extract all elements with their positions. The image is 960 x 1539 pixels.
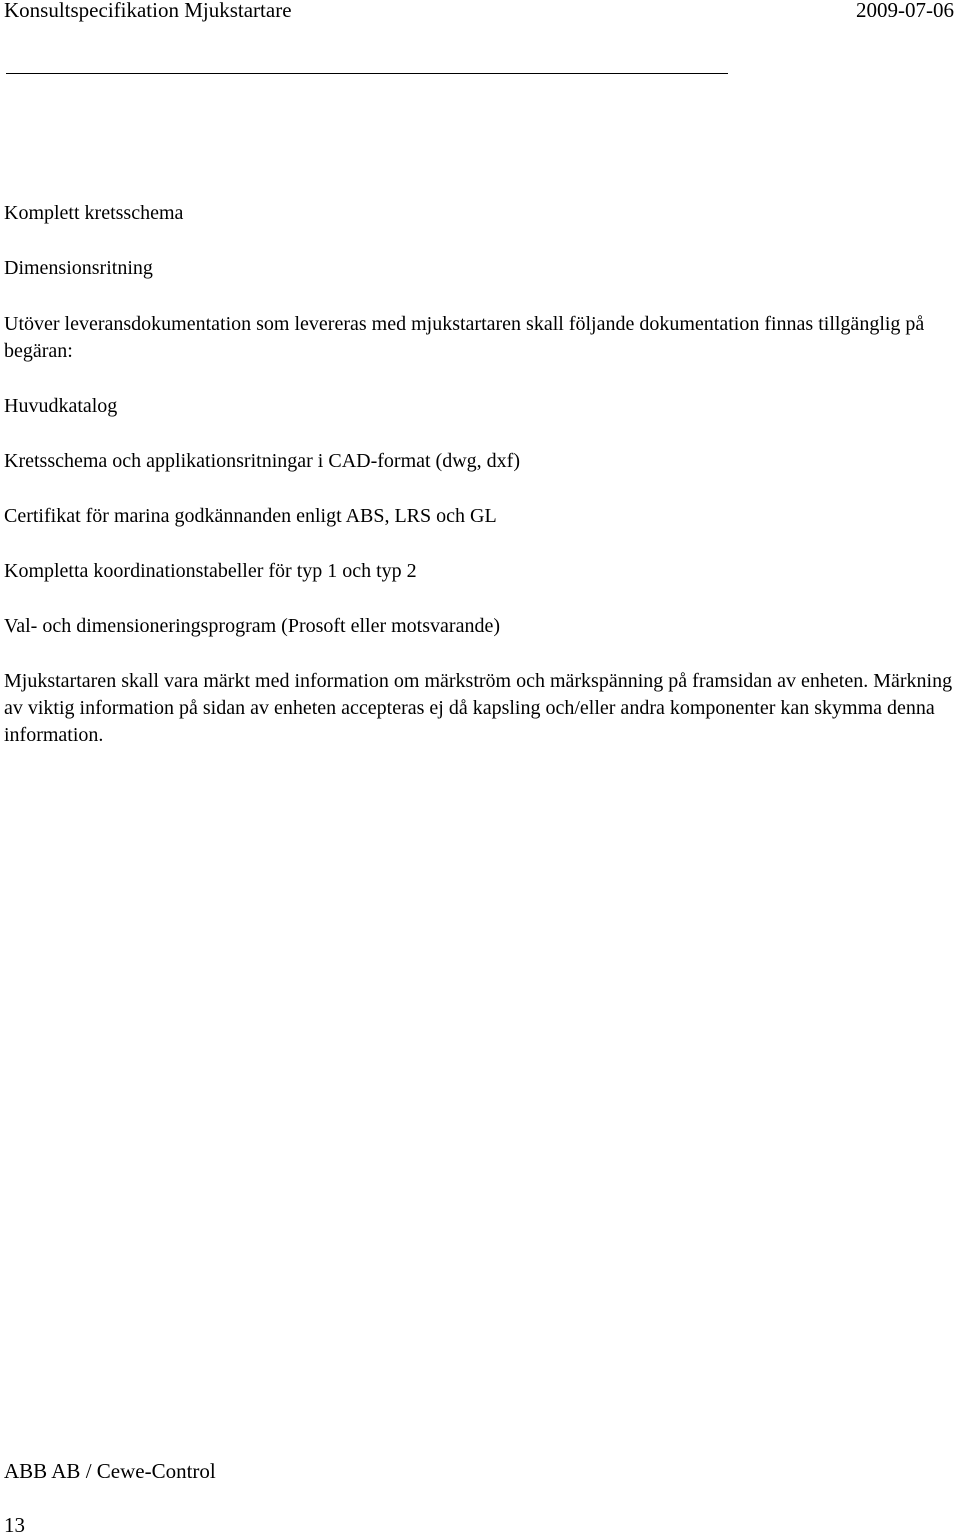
paragraph-dimensionsritning: Dimensionsritning <box>4 257 153 279</box>
paragraph-huvudkatalog: Huvudkatalog <box>4 395 118 417</box>
paragraph-komplett-kretsschema: Komplett kretsschema <box>4 202 184 224</box>
document-header-title: Konsultspecifikation Mjukstartare <box>4 0 292 22</box>
paragraph-marking-requirements: Mjukstartaren skall vara märkt med information om märkström och märkspänning på framsidan av enheten. Märkning av viktig information på sidan av enheten accepteras ej då kapsling och/eller andra komponenter kan skymma denna information. <box>4 670 953 746</box>
footer-page-number: 13 <box>4 1513 25 1537</box>
paragraph-cad-drawings: Kretsschema och applikationsritningar i CAD-format (dwg, dxf) <box>4 450 520 472</box>
header-divider <box>6 73 728 74</box>
paragraph-selection-program: Val- och dimensioneringsprogram (Prosoft eller motsvarande) <box>4 615 500 637</box>
footer-company-name: ABB AB / Cewe-Control <box>4 1459 216 1483</box>
paragraph-documentation-on-request: Utöver leveransdokumentation som levereras med mjukstartaren skall följande dokumentation finnas tillgänglig på begäran: <box>4 313 925 362</box>
document-header-date: 2009-07-06 <box>856 0 954 22</box>
paragraph-coordination-tables: Kompletta koordinationstabeller för typ 1 och typ 2 <box>4 560 417 582</box>
paragraph-marine-certificates: Certifikat för marina godkännanden enligt ABS, LRS och GL <box>4 505 497 527</box>
